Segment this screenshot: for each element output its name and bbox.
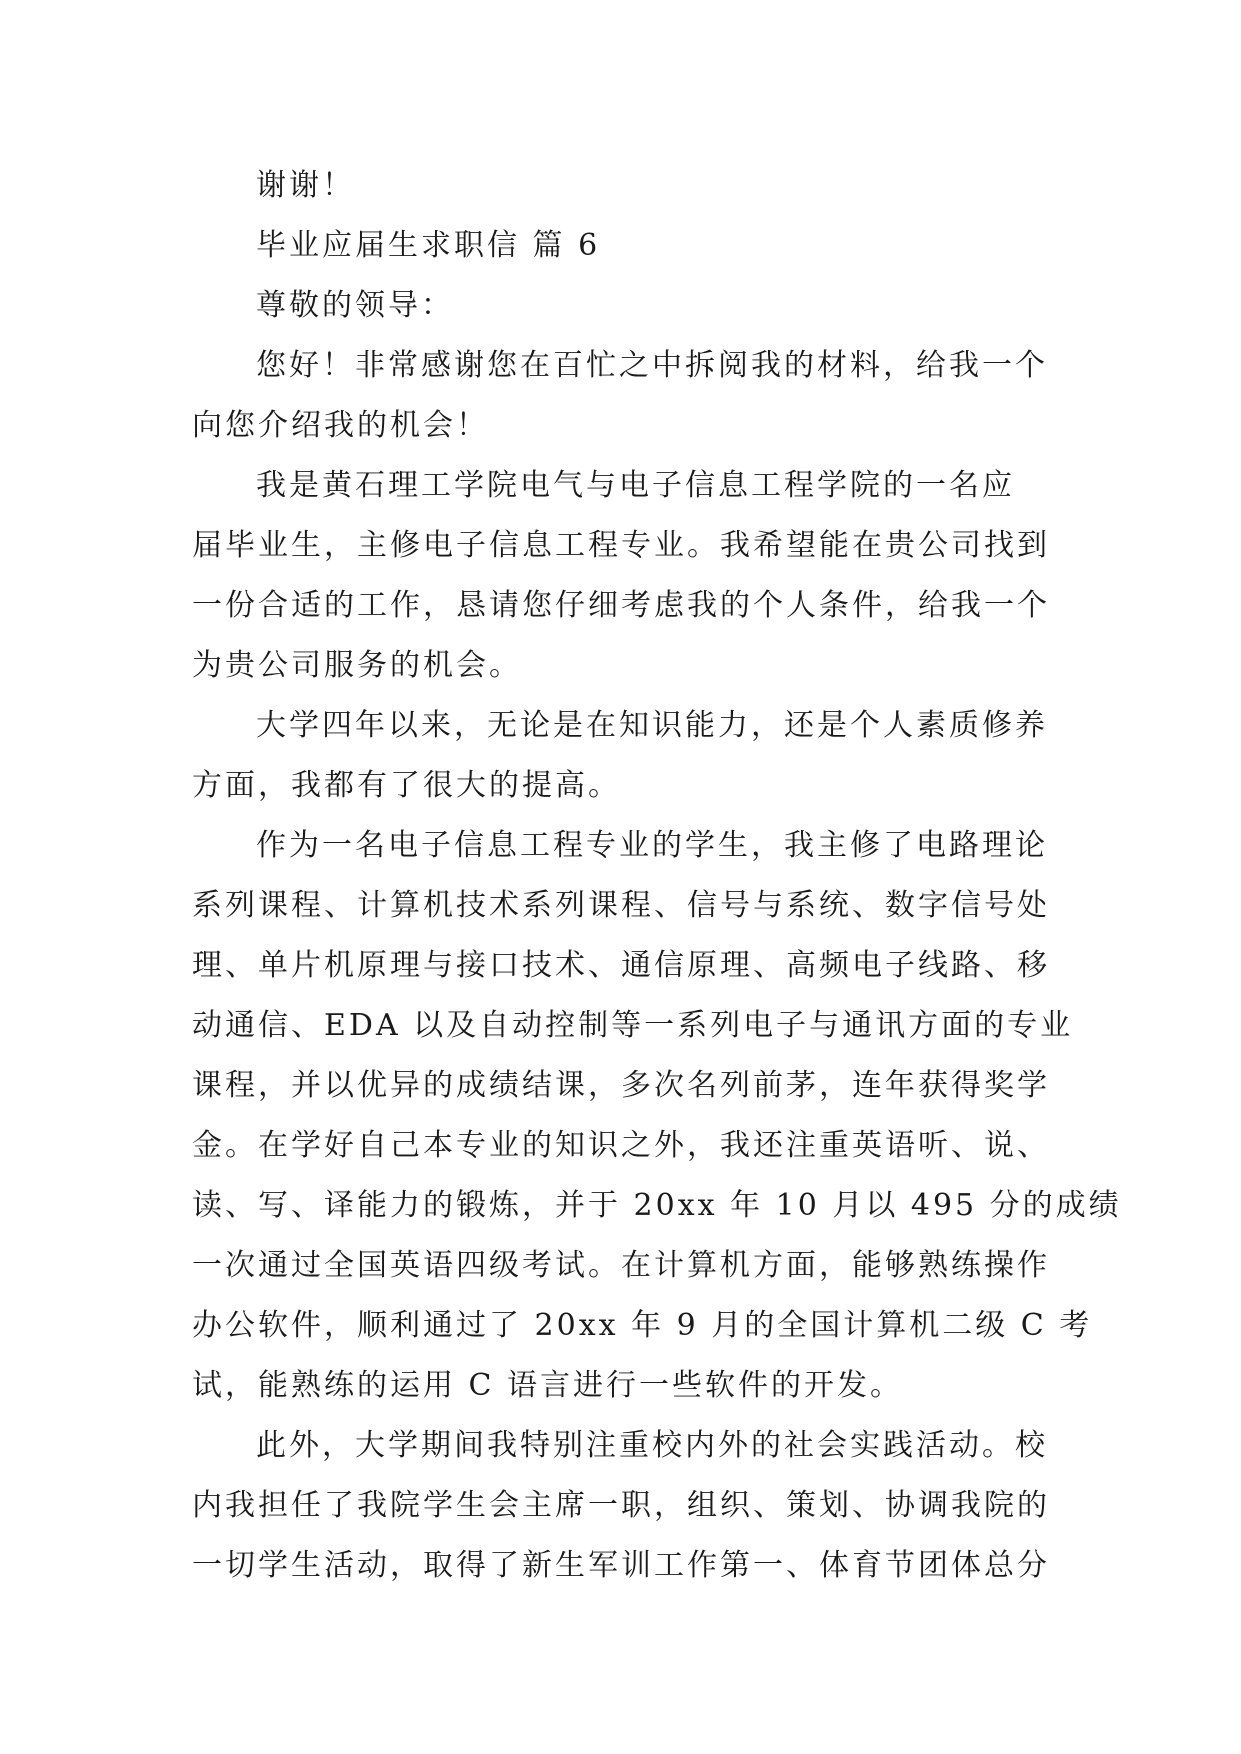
text-line: 理、单片机原理与接口技术、通信原理、高频电子线路、移 <box>192 948 1050 983</box>
text-line: 大学四年以来，无论是在知识能力，还是个人素质修养 <box>256 708 1048 743</box>
text-line: 一切学生活动，取得了新生军训工作第一、体育节团体总分 <box>192 1548 1050 1583</box>
text-line: 毕业应届生求职信 篇 6 <box>256 228 601 263</box>
text-line: 动通信、EDA 以及自动控制等一系列电子与通讯方面的专业 <box>192 1008 1074 1043</box>
text-line: 系列课程、计算机技术系列课程、信号与系统、数字信号处 <box>192 888 1050 923</box>
text-line: 金。在学好自己本专业的知识之外，我还注重英语听、说、 <box>192 1128 1050 1163</box>
text-line: 试，能熟练的运用 C 语言进行一些软件的开发。 <box>192 1368 904 1403</box>
text-line: 向您介绍我的机会！ <box>192 408 489 443</box>
text-line: 一份合适的工作，恳请您仔细考虑我的个人条件，给我一个 <box>192 588 1050 623</box>
text-line: 读、写、译能力的锻炼，并于 20xx 年 10 月以 495 分的成绩 <box>192 1188 1122 1223</box>
text-line: 我是黄石理工学院电气与电子信息工程学院的一名应 <box>256 468 1015 503</box>
letter-body <box>192 156 1122 1596</box>
text-line: 办公软件，顺利通过了 20xx 年 9 月的全国计算机二级 C 考 <box>192 1308 1093 1343</box>
text-line: 尊敬的领导： <box>256 288 454 323</box>
text-line: 您好！非常感谢您在百忙之中拆阅我的材料，给我一个 <box>256 348 1048 383</box>
text-line: 作为一名电子信息工程专业的学生，我主修了电路理论 <box>256 828 1048 863</box>
text-line: 为贵公司服务的机会。 <box>192 648 522 683</box>
text-line: 届毕业生，主修电子信息工程专业。我希望能在贵公司找到 <box>192 528 1050 563</box>
text-line: 一次通过全国英语四级考试。在计算机方面，能够熟练操作 <box>192 1248 1050 1283</box>
text-line: 课程，并以优异的成绩结课，多次名列前茅，连年获得奖学 <box>192 1068 1050 1103</box>
text-line: 此外，大学期间我特别注重校内外的社会实践活动。校 <box>256 1428 1048 1463</box>
text-line: 谢谢！ <box>256 168 355 203</box>
text-line: 方面，我都有了很大的提高。 <box>192 768 621 803</box>
text-line: 内我担任了我院学生会主席一职，组织、策划、协调我院的 <box>192 1488 1050 1523</box>
